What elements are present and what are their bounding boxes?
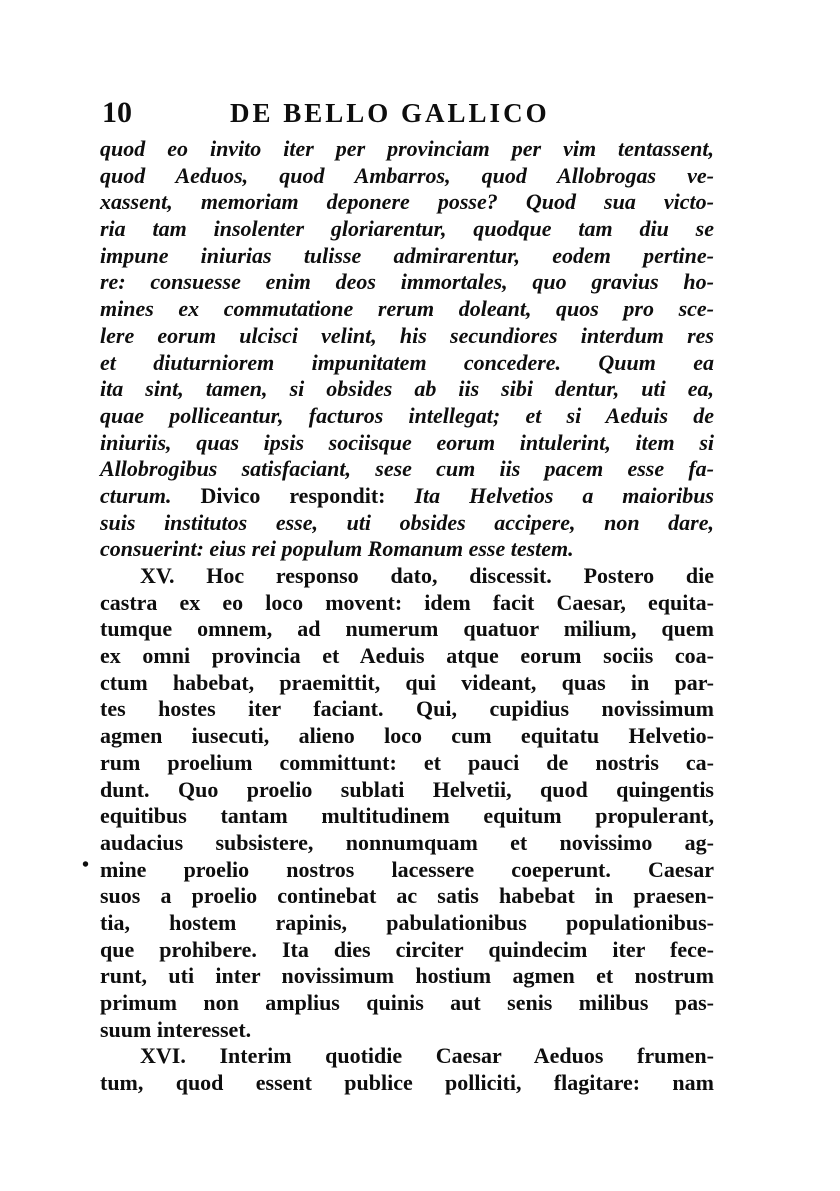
text-run: quod Aeduos, quod Ambarros, quod Allobrogas ve- (100, 162, 714, 188)
text-line (100, 350, 714, 377)
text-run: XV. Hoc responso dato, discessit. Postero die (140, 563, 714, 588)
text-line (100, 1043, 714, 1070)
text-run: xassent, memoriam deponere posse? Quod sua victo- (100, 189, 714, 215)
text-run: audacius subsistere, nonnumquam et novissimo ag- (100, 829, 714, 855)
text-run: mine proelio nostros lacessere coeperunt. Caesar (100, 856, 714, 882)
text-line (100, 510, 714, 537)
page-number: 10 (102, 96, 132, 129)
text-line (100, 403, 714, 430)
text-run: suos a proelio continebat ac satis habebat in praesen- (100, 883, 714, 909)
text-run: XVI. Interim quotidie Caesar Aeduos frumen- (140, 1043, 714, 1069)
text-run: ita sint, tamen, si obsides ab iis sibi dentur, uti ea, (100, 376, 714, 402)
text-run: et diuturniorem impunitatem concedere. Quum ea (100, 349, 714, 375)
text-run: ctum habebat, praemittit, qui videant, quas in par- (100, 669, 714, 695)
page-header (102, 88, 722, 138)
text-line (100, 590, 714, 617)
text-line (100, 483, 714, 510)
text-line (100, 296, 714, 323)
text-run: suum interesset. (100, 1016, 252, 1042)
text-run: equitibus tantam multitudinem equitum propulerant, (100, 803, 714, 829)
text-run: rum proelium committunt: et pauci de nostris ca- (100, 749, 714, 775)
text-line (100, 163, 714, 190)
text-line (100, 643, 714, 670)
text-run: dunt. Quo proelio sublati Helvetii, quod quingentis (100, 776, 714, 802)
text-run: impune iniurias tulisse admirarentur, eodem pertine- (100, 242, 714, 268)
text-line (100, 536, 714, 563)
text-line (100, 1017, 714, 1044)
text-run: Allobrogibus satisfaciant, sese cum iis pacem esse fa- (100, 456, 714, 482)
text-line (100, 750, 714, 777)
text-run: tia, hostem rapinis, pabulationibus populationibus- (100, 909, 714, 935)
text-run: tumque omnem, ad numerum quatuor milium, quem (100, 616, 714, 642)
text-line (100, 723, 714, 750)
text-run: castra ex eo loco movent: idem facit Caesar, equita- (100, 589, 714, 615)
margin-mark: • (82, 854, 90, 876)
text-run: re: consuesse enim deos immortales, quo gravius ho- (100, 269, 714, 295)
text-run: quae polliceantur, facturos intellegat; et si Aeduis de (100, 402, 714, 428)
text-line (100, 376, 714, 403)
text-run: suis institutos esse, uti obsides accipere, non dare, (100, 509, 714, 535)
text-line (100, 937, 714, 964)
text-run: tum, quod essent publice polliciti, flagitare: nam (100, 1070, 714, 1096)
text-line (100, 803, 714, 830)
text-run: Ita Helvetios a maioribus (414, 482, 714, 508)
text-run: primum non amplius quinis aut senis milibus pas- (100, 990, 714, 1015)
text-run: Divico respondit: (171, 482, 415, 508)
text-run: ria tam insolenter gloriarentur, quodque tam diu se (100, 216, 714, 242)
text-run: runt, uti inter novissimum hostium agmen et nostrum (100, 963, 714, 989)
text-line (100, 269, 714, 296)
text-run: tes hostes iter faciant. Qui, cupidius novissimum (100, 696, 714, 722)
text-line (100, 189, 714, 216)
text-line (100, 456, 714, 483)
text-line (100, 857, 714, 884)
text-line (100, 830, 714, 857)
running-title: DE BELLO GALLICO (230, 98, 550, 128)
text-line (100, 670, 714, 697)
text-run: lere eorum ulcisci velint, his secundiores interdum res (100, 322, 714, 348)
text-line (100, 323, 714, 350)
text-line (100, 910, 714, 937)
text-run: agmen iusecuti, alieno loco cum equitatu Helvetio- (100, 723, 714, 749)
text-line (100, 216, 714, 243)
text-run: quod eo invito iter per provinciam per vim tentassent, (100, 136, 714, 161)
text-line (100, 696, 714, 723)
text-line (100, 883, 714, 910)
text-line (100, 430, 714, 457)
text-line (100, 990, 714, 1017)
text-run: consuerint: eius rei populum Romanum esse testem. (100, 536, 574, 562)
text-line (100, 616, 714, 643)
body-text (100, 136, 714, 1097)
text-run: ex omni provincia et Aeduis atque eorum sociis coa- (100, 643, 714, 669)
text-line (100, 777, 714, 804)
text-run: cturum. (100, 482, 172, 508)
text-line (100, 563, 714, 590)
text-run: mines ex commutatione rerum doleant, quos pro sce- (100, 296, 714, 322)
text-line (100, 243, 714, 270)
text-run: iniuriis, quas ipsis sociisque eorum intulerint, item si (100, 429, 714, 455)
text-run: que prohibere. Ita dies circiter quindecim iter fece- (100, 936, 714, 962)
text-line (100, 1070, 714, 1097)
text-line (100, 963, 714, 990)
text-line (100, 136, 714, 163)
